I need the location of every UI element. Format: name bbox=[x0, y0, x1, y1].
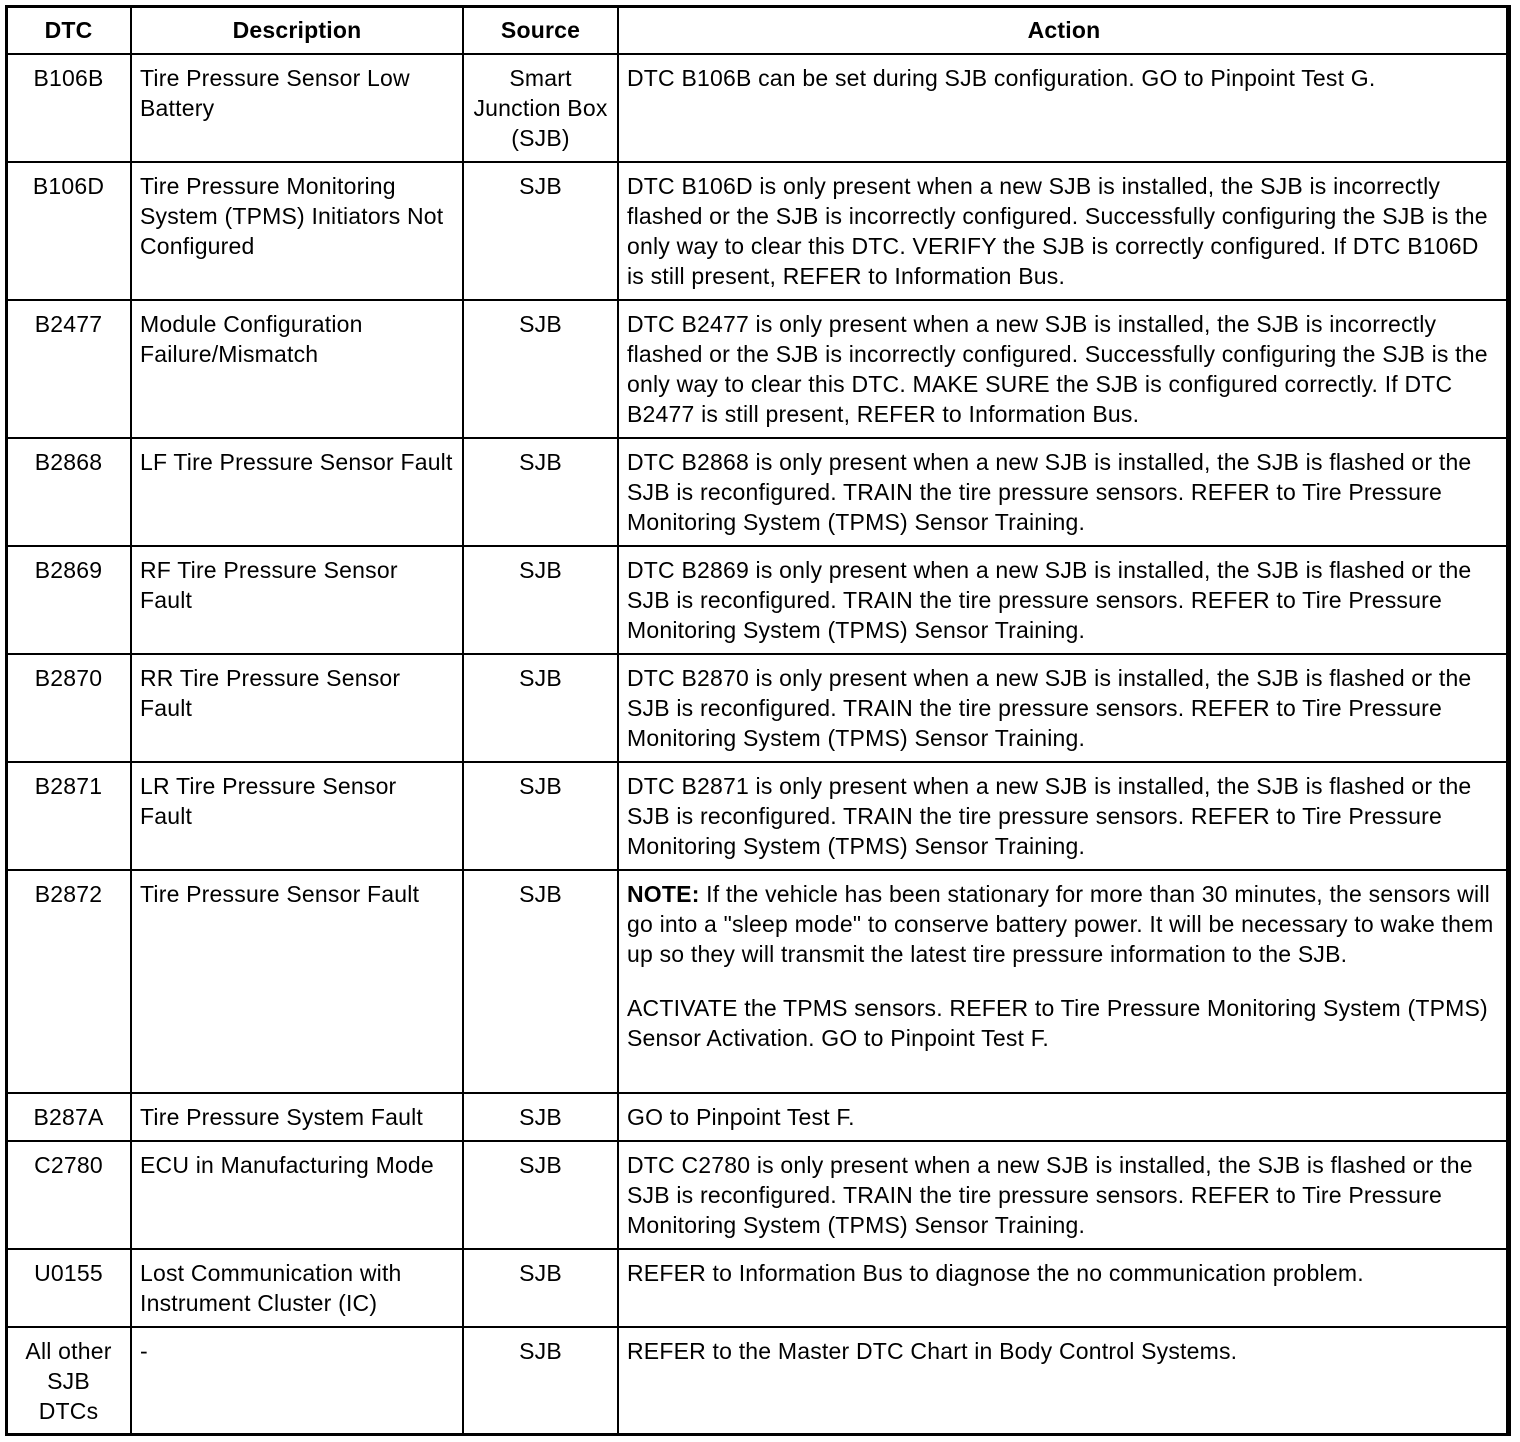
dtc-code: B2477 bbox=[6, 300, 131, 438]
dtc-code: B2870 bbox=[6, 654, 131, 762]
header-source: Source bbox=[463, 6, 618, 54]
dtc-source: SJB bbox=[463, 762, 618, 870]
dtc-action: DTC B2870 is only present when a new SJB is installed, the SJB is flashed or the SJB is reconfigured. TRAIN the tire pressure sensors. REFER to Tire Pressure Monitoring System (TPMS) Sensor Training. bbox=[618, 654, 1510, 762]
dtc-source: SJB bbox=[463, 654, 618, 762]
dtc-source: SJB bbox=[463, 1093, 618, 1141]
header-description: Description bbox=[131, 6, 463, 54]
dtc-source: SJB bbox=[463, 300, 618, 438]
dtc-action: REFER to the Master DTC Chart in Body Control Systems. bbox=[618, 1327, 1510, 1435]
dtc-source: SJB bbox=[463, 870, 618, 1093]
dtc-code: B106B bbox=[6, 54, 131, 162]
dtc-action: DTC B106B can be set during SJB configuration. GO to Pinpoint Test G. bbox=[618, 54, 1510, 162]
dtc-source: SJB bbox=[463, 1141, 618, 1249]
dtc-source: SJB bbox=[463, 546, 618, 654]
dtc-action: DTC B2869 is only present when a new SJB is installed, the SJB is flashed or the SJB is reconfigured. TRAIN the tire pressure sensors. REFER to Tire Pressure Monitoring System (TPMS) Sensor Training. bbox=[618, 546, 1510, 654]
dtc-action: DTC C2780 is only present when a new SJB is installed, the SJB is flashed or the SJB is reconfigured. TRAIN the tire pressure sensors. REFER to Tire Pressure Monitoring System (TPMS) Sensor Training. bbox=[618, 1141, 1510, 1249]
dtc-code: C2780 bbox=[6, 1141, 131, 1249]
dtc-code: B2871 bbox=[6, 762, 131, 870]
note-label: NOTE: bbox=[627, 881, 700, 907]
dtc-description: Lost Communication with Instrument Cluster (IC) bbox=[131, 1249, 463, 1327]
dtc-description: RF Tire Pressure Sensor Fault bbox=[131, 546, 463, 654]
dtc-action: REFER to Information Bus to diagnose the no communication problem. bbox=[618, 1249, 1510, 1327]
dtc-action: DTC B2871 is only present when a new SJB is installed, the SJB is flashed or the SJB is reconfigured. TRAIN the tire pressure sensors. REFER to Tire Pressure Monitoring System (TPMS) Sensor Training. bbox=[618, 762, 1510, 870]
dtc-source: Smart Junction Box (SJB) bbox=[463, 54, 618, 162]
dtc-code: B2872 bbox=[6, 870, 131, 1093]
header-dtc: DTC bbox=[6, 6, 131, 54]
dtc-source: SJB bbox=[463, 1249, 618, 1327]
dtc-action: GO to Pinpoint Test F. bbox=[618, 1093, 1510, 1141]
dtc-description: RR Tire Pressure Sensor Fault bbox=[131, 654, 463, 762]
dtc-source: SJB bbox=[463, 1327, 618, 1435]
dtc-description: Tire Pressure Sensor Fault bbox=[131, 870, 463, 1093]
dtc-code: U0155 bbox=[6, 1249, 131, 1327]
dtc-action: DTC B2477 is only present when a new SJB is installed, the SJB is incorrectly flashed or the SJB is incorrectly configured. Successfully configuring the SJB is the only way to clear this DTC. MAKE SURE the SJB is configured correctly. If DTC B2477 is still present, REFER to Information Bus. bbox=[618, 300, 1510, 438]
table-outer-border bbox=[5, 5, 1509, 1436]
note-text: If the vehicle has been stationary for more than 30 minutes, the sensors will go into a "sleep mode" to conserve battery power. It will be necessary to wake them up so they will transmit the latest tire pressure information to the SJB. bbox=[627, 881, 1494, 967]
dtc-code: All other SJB DTCs bbox=[6, 1327, 131, 1435]
dtc-code: B2868 bbox=[6, 438, 131, 546]
dtc-action: ACTIVATE the TPMS sensors. REFER to Tire Pressure Monitoring System (TPMS) Sensor Activation. GO to Pinpoint Test F. bbox=[627, 995, 1488, 1051]
dtc-code: B2869 bbox=[6, 546, 131, 654]
dtc-source: SJB bbox=[463, 438, 618, 546]
header-action: Action bbox=[618, 6, 1510, 54]
dtc-description: Tire Pressure System Fault bbox=[131, 1093, 463, 1141]
dtc-description: ECU in Manufacturing Mode bbox=[131, 1141, 463, 1249]
dtc-description: Tire Pressure Sensor Low Battery bbox=[131, 54, 463, 162]
dtc-description: LF Tire Pressure Sensor Fault bbox=[131, 438, 463, 546]
dtc-action: DTC B2868 is only present when a new SJB is installed, the SJB is flashed or the SJB is reconfigured. TRAIN the tire pressure sensors. REFER to Tire Pressure Monitoring System (TPMS) Sensor Training. bbox=[618, 438, 1510, 546]
dtc-action: DTC B106D is only present when a new SJB is installed, the SJB is incorrectly flashed or the SJB is incorrectly configured. Successfully configuring the SJB is the only way to clear this DTC. VERIFY the SJB is correctly configured. If DTC B106D is still present, REFER to Information Bus. bbox=[618, 162, 1510, 300]
dtc-code: B106D bbox=[6, 162, 131, 300]
dtc-description: Tire Pressure Monitoring System (TPMS) Initiators Not Configured bbox=[131, 162, 463, 300]
dtc-description: LR Tire Pressure Sensor Fault bbox=[131, 762, 463, 870]
dtc-source: SJB bbox=[463, 162, 618, 300]
dtc-description: - bbox=[131, 1327, 463, 1435]
dtc-description: Module Configuration Failure/Mismatch bbox=[131, 300, 463, 438]
dtc-code: B287A bbox=[6, 1093, 131, 1141]
